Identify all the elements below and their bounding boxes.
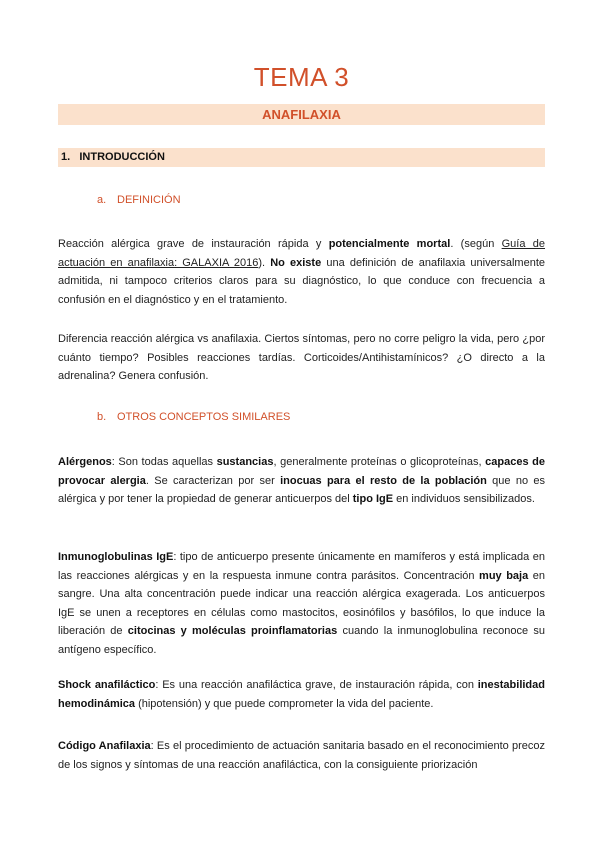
subsection-letter: a.	[97, 194, 107, 206]
term-heading: Alérgenos	[58, 456, 112, 468]
paragraph-codigo	[58, 737, 545, 774]
bold-run: capaces de provocar alergia	[58, 456, 545, 487]
text-run: : Es una reacción anafiláctica grave, de instauración rápida, con	[155, 679, 478, 691]
text-run: , generalmente proteínas o glicoproteínas,	[273, 456, 486, 468]
text-run: en sangre. Una alta concentración puede indicar una reacción alérgica exagerada. Los anticuerpos IgE se unen a receptores en células como mastocitos, eosinófilos y basófilos, lo que induce la liberación de	[58, 569, 545, 637]
page-title: TEMA 3	[253, 62, 350, 92]
text-run: ).	[258, 256, 271, 269]
text-run: : tipo de anticuerpo presente únicamente en mamíferos y está implicada en las reacciones alérgicas y en la respuesta inmune contra parásitos. Concentración	[58, 551, 545, 582]
term-heading: Código Anafilaxia	[58, 740, 151, 752]
paragraph-definition	[58, 235, 545, 309]
subsection-label: OTROS CONCEPTOS SIMILARES	[117, 411, 291, 423]
subsection-definicion	[97, 194, 181, 206]
bold-run: inestabilidad hemodinámica	[58, 679, 545, 710]
text-run: . (según	[450, 238, 502, 250]
bold-run: tipo IgE	[352, 493, 394, 505]
bold-run: No existe	[270, 256, 322, 269]
text-run: : Es el procedimiento de actuación sanitaria basado en el reconocimiento precoz de los signos y síntomas de una reacción anafiláctica, con la consiguiente priorización	[58, 740, 545, 771]
paragraph-ige	[58, 548, 545, 659]
paragraph-difference: Diferencia reacción alérgica vs anafilaxia. Ciertos síntomas, pero no corre peligro la vida, pero ¿por cuánto tiempo? Posibles reacciones tardías. Corticoides/Antihistamínicos? ¿O directo a la adrenalina? Genera confusión.	[58, 333, 545, 382]
term-heading: Inmunoglobulinas IgE	[58, 551, 174, 563]
paragraph-shock	[58, 676, 545, 713]
text-run: Reacción alérgica grave de instauración rápida y	[58, 238, 329, 250]
section-heading	[58, 148, 545, 167]
subsection-label: DEFINICIÓN	[117, 194, 181, 206]
subsection-letter: b.	[97, 411, 107, 423]
text-run: en individuos sensibilizados.	[393, 493, 535, 505]
paragraph-alergenos	[58, 453, 545, 509]
bold-run: sustancias	[216, 456, 274, 468]
subtitle-band: ANAFILAXIA	[58, 104, 545, 125]
text-run: : Son todas aquellas	[111, 456, 217, 468]
guide-link[interactable]: Guía de actuación en anafilaxia: GALAXIA 2016	[58, 238, 546, 269]
section-number: 1.	[61, 151, 71, 163]
subsection-otros-conceptos	[97, 411, 290, 423]
text-run: (hipotensión) y que puede comprometer la vida del paciente.	[135, 697, 434, 710]
text-run: que no es alérgica y por tener la propiedad de generar anticuerpos del	[58, 474, 546, 505]
bold-run: potencialmente mortal	[328, 238, 451, 250]
text-run: . Se caracterizan por ser	[145, 474, 281, 487]
bold-run: muy baja	[479, 569, 529, 582]
text-run: cuando la inmunoglobulina reconoce su antígeno específico.	[58, 625, 545, 656]
text-run: una definición de anafilaxia universalmente admitida, ni tampoco criterios claros para su diagnóstico, lo que conduce con frecuencia a confusión en el diagnóstico y en el tratamiento.	[58, 256, 546, 306]
bold-run: inocuas para el resto de la población	[280, 474, 487, 487]
term-heading: Shock anafiláctico	[58, 679, 156, 691]
section-label: INTRODUCCIÓN	[79, 151, 165, 163]
bold-run: citocinas y moléculas proinflamatorias	[127, 625, 338, 637]
